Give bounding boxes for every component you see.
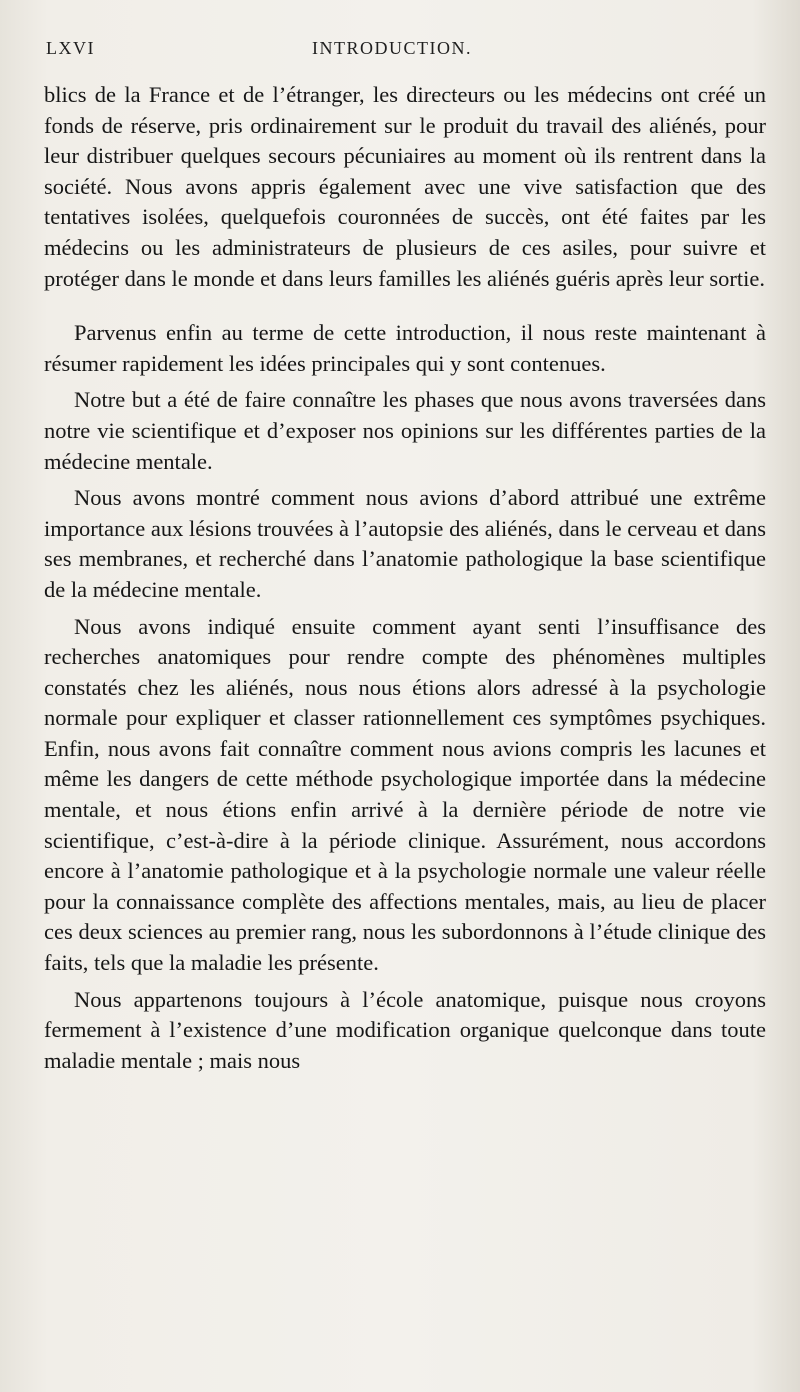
paragraph-psychology: Nous avons indiqué ensuite comment ayant senti l’insuffisance des recherches anatomiques pour rendre compte des phénomènes multiples constatés chez les aliénés, nous nous étions alors adressé à la psychologie normale pour expliquer et classer rationnellement ces symptômes psychiques. Enfin, nous avons fait connaître comment nous avions compris les lacunes et même les dangers de cette méthode psychologique importée dans la médecine mentale, et nous étions enfin arrivé à la dernière période de notre vie scientifique, c’est-à-dire à la période clinique. Assurément, nous accordons encore à l’anatomie pathologique et à la psychologie normale une valeur réelle pour la connaissance complète des affections mentales, mais, au lieu de placer ces deux sciences au premier rang, nous les subordonnons à l’étude clinique des faits, tels que la maladie les présente. bbox=[44, 613, 766, 976]
page-number: LXVI bbox=[46, 38, 95, 58]
paragraph-goal: Notre but a été de faire connaître les phases que nous avons traversées dans notre vie scientifique et d’exposer nos opinions sur les différentes parties de la médecine mentale. bbox=[44, 387, 766, 474]
running-title: INTRODUCTION. bbox=[312, 38, 472, 58]
paragraph-anatomy: Nous avons montré comment nous avions d’abord attribué une extrême importance aux lésions trouvées à l’autopsie des aliénés, dans le cerveau et dans ses membranes, et recherché dans l’anatomie pathologique la base scientifique de la médecine mentale. bbox=[44, 485, 766, 602]
page-header bbox=[46, 38, 760, 68]
body-text bbox=[44, 80, 766, 1076]
paragraph-continuation: blics de la France et de l’étranger, les directeurs ou les médecins ont créé un fonds de réserve, pris ordinairement sur le produit du travail des aliénés, pour leur distribuer quelques secours pécuniaires au moment où ils rentrent dans la société. Nous avons appris également avec une vive satisfaction que des tentatives isolées, quelquefois couronnées de succès, ont été faites par les médecins ou les administrateurs de plusieurs de ces asiles, pour suivre et protéger dans le monde et dans leurs familles les aliénés guéris après leur sortie. bbox=[44, 82, 766, 291]
paragraph-anatomical-school: Nous appartenons toujours à l’école anatomique, puisque nous croyons fermement à l’existence d’une modification organique quelconque dans toute maladie mentale ; mais nous bbox=[44, 986, 766, 1073]
paragraph-conclusion-intro: Parvenus enfin au terme de cette introduction, il nous reste maintenant à résumer rapidement les idées principales qui y sont contenues. bbox=[44, 320, 766, 376]
